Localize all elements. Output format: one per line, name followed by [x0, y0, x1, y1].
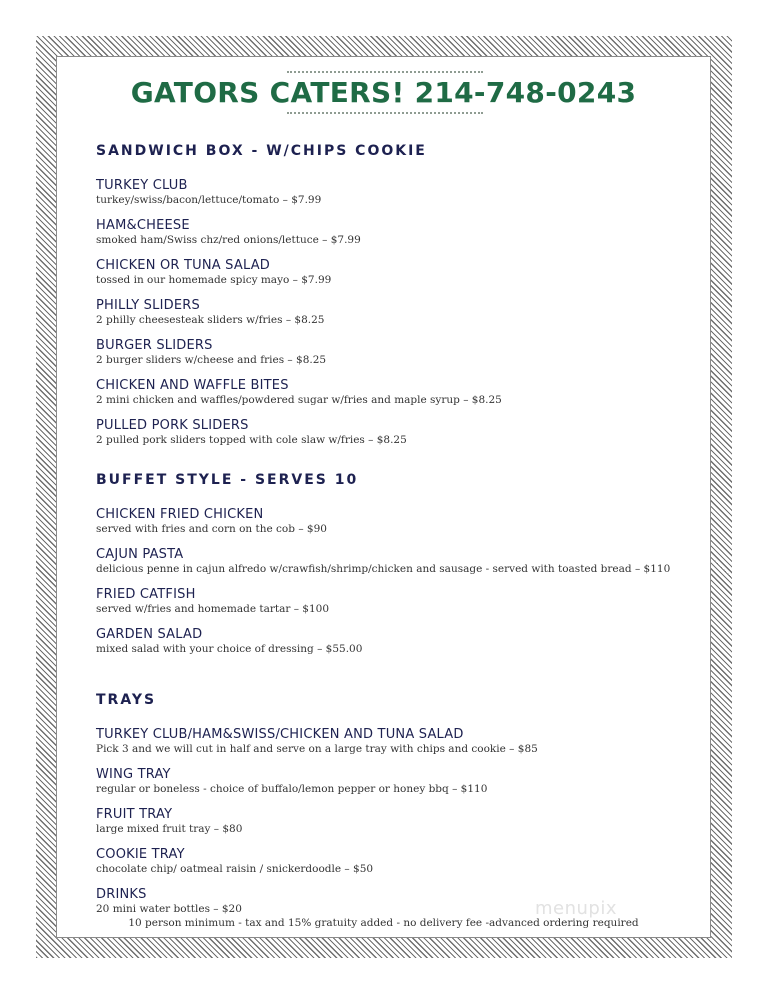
item-name: FRUIT TRAY — [96, 807, 173, 822]
item-name: PULLED PORK SLIDERS — [96, 418, 249, 433]
item-description: served w/fries and homemade tartar – $100 — [96, 603, 330, 615]
item-description: regular or boneless - choice of buffalo/lemon pepper or honey bbq – $110 — [96, 783, 488, 795]
item-description: chocolate chip/ oatmeal raisin / snickerdoodle – $50 — [96, 863, 374, 875]
item-description: 2 pulled pork sliders topped with cole slaw w/fries – $8.25 — [96, 434, 407, 446]
menu-item — [96, 547, 696, 576]
item-name: FRIED CATFISH — [96, 587, 196, 602]
title-divider-top — [287, 71, 483, 73]
menu-item — [96, 378, 696, 407]
item-name: WING TRAY — [96, 767, 171, 782]
item-name: GARDEN SALAD — [96, 627, 203, 642]
menu-item — [96, 587, 696, 616]
item-description: 2 mini chicken and waffles/powdered sugar w/fries and maple syrup – $8.25 — [96, 394, 502, 406]
watermark-logo: menupix — [535, 898, 618, 919]
menu-item — [96, 178, 696, 207]
menu-content — [96, 142, 696, 927]
menu-item — [96, 807, 696, 836]
menu-item — [96, 727, 696, 756]
menu-item — [96, 847, 696, 876]
section-title: BUFFET STYLE - SERVES 10 — [96, 472, 359, 488]
item-description: 2 philly cheesesteak sliders w/fries – $8.25 — [96, 314, 325, 326]
item-description: smoked ham/Swiss chz/red onions/lettuce – $7.99 — [96, 234, 361, 246]
menu-item — [96, 627, 696, 656]
menu-item — [96, 767, 696, 796]
item-name: TURKEY CLUB/HAM&SWISS/CHICKEN AND TUNA SALAD — [96, 727, 464, 742]
menu-item — [96, 218, 696, 247]
menu-item — [96, 298, 696, 327]
item-description: Pick 3 and we will cut in half and serve on a large tray with chips and cookie – $85 — [96, 743, 538, 755]
item-description: turkey/swiss/bacon/lettuce/tomato – $7.99 — [96, 194, 322, 206]
item-description: large mixed fruit tray – $80 — [96, 823, 243, 835]
section-trays — [96, 691, 696, 916]
section-buffet-style — [96, 471, 696, 656]
item-name: CHICKEN AND WAFFLE BITES — [96, 378, 289, 393]
footer-note: 10 person minimum - tax and 15% gratuity added - no delivery fee -advanced ordering required — [128, 917, 639, 929]
item-name: BURGER SLIDERS — [96, 338, 213, 353]
item-description: 20 mini water bottles – $20 — [96, 903, 242, 915]
item-name: PHILLY SLIDERS — [96, 298, 200, 313]
menu-item — [96, 258, 696, 287]
item-name: DRINKS — [96, 887, 147, 902]
item-description: tossed in our homemade spicy mayo – $7.99 — [96, 274, 332, 286]
item-name: CAJUN PASTA — [96, 547, 184, 562]
item-name: TURKEY CLUB — [96, 178, 188, 193]
item-name: CHICKEN FRIED CHICKEN — [96, 507, 264, 522]
menu-item — [96, 338, 696, 367]
menu-item — [96, 507, 696, 536]
section-title: SANDWICH BOX - W/CHIPS COOKIE — [96, 143, 427, 159]
item-name: COOKIE TRAY — [96, 847, 185, 862]
title-divider-bottom — [287, 112, 483, 114]
item-description: served with fries and corn on the cob – $90 — [96, 523, 327, 535]
item-description: mixed salad with your choice of dressing – $55.00 — [96, 643, 363, 655]
menu-item — [96, 418, 696, 447]
section-sandwich-box — [96, 142, 696, 447]
item-name: HAM&CHEESE — [96, 218, 190, 233]
item-description: 2 burger sliders w/cheese and fries – $8.25 — [96, 354, 327, 366]
item-description: delicious penne in cajun alfredo w/crawfish/shrimp/chicken and sausage - served with toasted bread – $110 — [96, 563, 671, 575]
page-title: GATORS CATERS! 214-748-0243 — [130, 76, 637, 109]
section-title: TRAYS — [96, 692, 157, 708]
item-name: CHICKEN OR TUNA SALAD — [96, 258, 270, 273]
